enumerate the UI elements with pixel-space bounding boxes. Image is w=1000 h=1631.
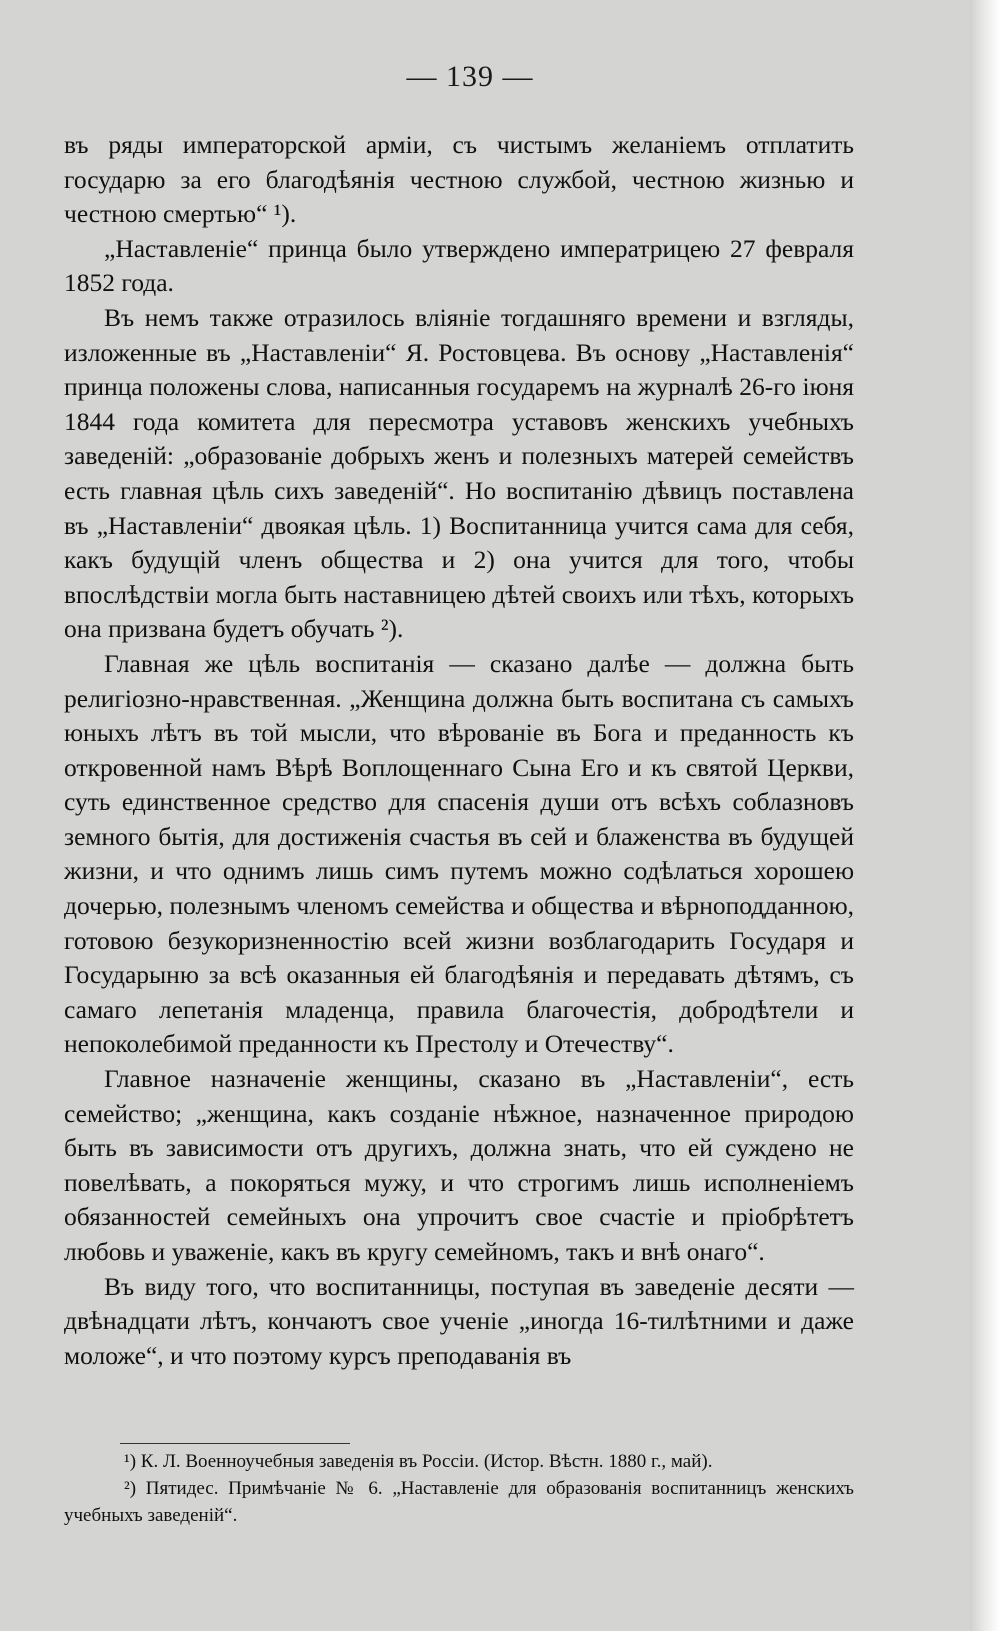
footnote-2: ²) Пятидес. Примѣчаніе № 6. „Наставленіе для образованія воспитанницъ женскихъ учебныхъ заведеній“. (64, 1478, 854, 1526)
page-edge (970, 0, 1000, 1631)
paragraph-1: въ ряды императорской арміи, съ чистымъ желаніемъ отплатить государю за его благодѣянія честною службой, честною жизнью и честною смертью“ ¹). (64, 130, 854, 229)
footnotes (64, 1448, 854, 1529)
paragraph-5: Главное назначеніе женщины, сказано въ „Наставленіи“, есть семейство; „женщина, какъ созданіе нѣжное, назначенное природою быть въ зависимости отъ другихъ, должна знать, что ей суждено не повелѣвать, а покоряться мужу, и что строгимъ лишь исполненіемъ обязанностей семейныхъ она упрочитъ свое счастіе и пріобрѣтетъ любовь и уваженіе, какъ въ кругу семейномъ, такъ и внѣ онаго“. (64, 1064, 854, 1266)
paragraph-3: Въ немъ также отразилось вліяніе тогдашняго времени и взгляды, изложенные въ „Наставленіи“ Я. Ростовцева. Въ основу „Наставленія“ принца положены слова, написанныя государемъ на журналѣ 26-го іюня 1844 года комитета для пересмотра уставовъ женскихъ учебныхъ заведеній: „образованіе добрыхъ женъ и полезныхъ матерей семействъ есть главная цѣль сихъ заведеній“. Но воспитанію дѣвицъ поставлена въ „Наставленіи“ двоякая цѣль. 1) Воспитанница учится сама для себя, какъ будущій членъ общества и 2) она учится для того, чтобы впослѣдствіи могла быть наставницею дѣтей своихъ или тѣхъ, которыхъ она призвана будетъ обучать ²). (64, 302, 854, 644)
paragraph-2: „Наставленіе“ принца было утверждено императрицею 27 февраля 1852 года. (64, 233, 854, 298)
paragraph-4: Главная же цѣль воспитанія — сказано далѣе — должна быть религіозно-нравственная. „Женщина должна быть воспитана съ самыхъ юныхъ лѣтъ въ той мысли, что вѣрованіе въ Бога и преданность къ откровенной намъ Вѣрѣ Воплощеннаго Сына Его и къ святой Церкви, суть единственное средство для спасенія души отъ всѣхъ соблазновъ земного бытія, для достиженія счастья въ сей и блаженства въ будущей жизни, и что однимъ лишь симъ путемъ можно содѣлаться хорошею дочерью, полезнымъ членомъ семейства и общества и вѣрноподданною, готовою безукоризненностію всей жизни возблагодарить Государя и Государыню за всѣ оказанныя ей благодѣянія и передавать дѣтямъ, съ самаго лепетанія младенца, правила благочестія, добродѣтели и непоколебимой преданности къ Престолу и Отечеству“. (64, 648, 854, 1059)
footnote-separator (120, 1443, 350, 1444)
body-text (64, 128, 854, 1373)
paragraph-6: Въ виду того, что воспитанницы, поступая въ заведеніе десяти — двѣнадцати лѣтъ, кончаютъ свое ученіе „иногда 16-тилѣтними и даже моложе“, и что поэтому курсъ преподаванія въ (64, 1271, 854, 1370)
page-number: — 139 — (406, 60, 534, 93)
footnote-1: ¹) К. Л. Военноучебныя заведенія въ Россіи. (Истор. Вѣстн. 1880 г., май). (124, 1451, 713, 1472)
